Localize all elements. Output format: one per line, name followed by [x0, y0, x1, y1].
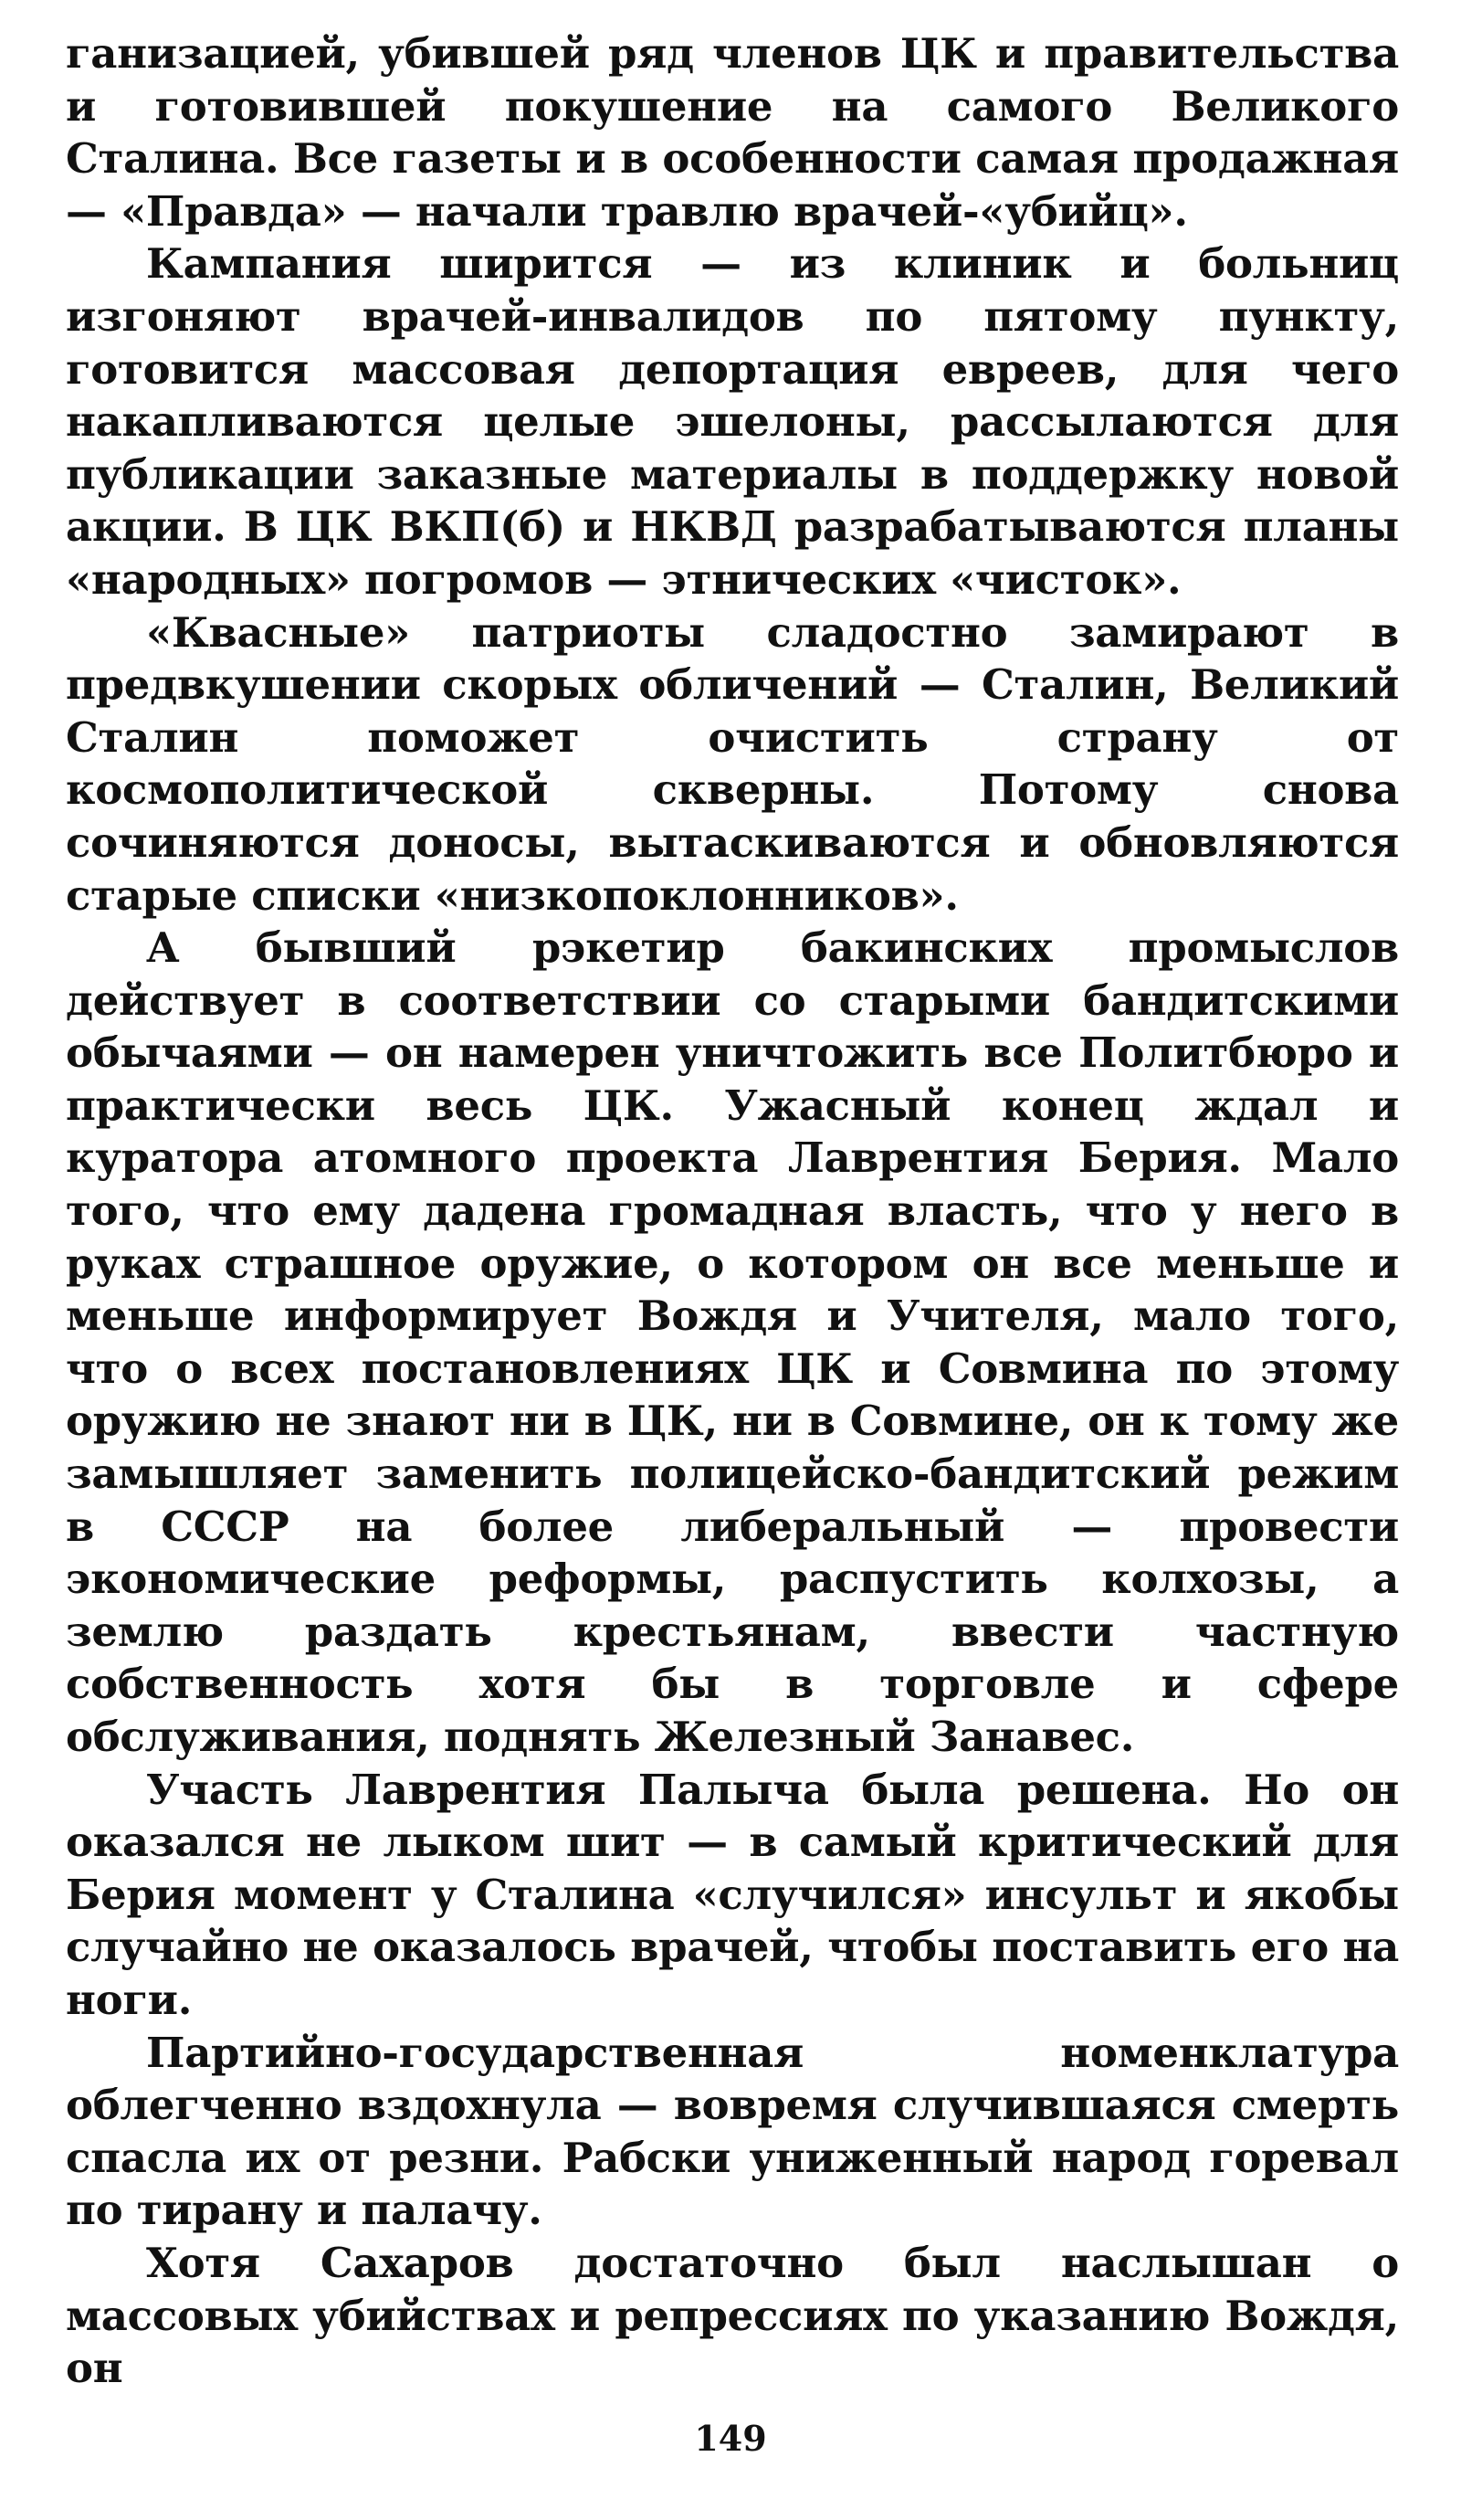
paragraph-sakharov: Хотя Сахаров достаточно был наслышан о массовых убийствах и репрессиях по указанию Вождя, он [66, 2238, 1399, 2393]
paragraph-racketeer: А бывший рэкетир бакинских промыслов действует в соответствии со старыми бандитскими обычаями — он намерен уничтожить все Политбюро и практически весь ЦК. Ужасный конец ждал и куратора атомного проекта Лаврентия Берия. Мало того, что ему дадена громадная власть, что у него в руках страшное оружие, о котором он все меньше и меньше информирует Вождя и Учителя, мало того, что о всех постановлениях ЦК и Совмина по этому оружию не знают ни в ЦК, ни в Совмине, он к тому же замышляет заменить полицейско-бандитский режим в СССР на более либеральный — провести экономические реформы, распустить колхозы, а землю раздать крестьянам, ввести частную собственность хотя бы в торговле и сфере обслуживания, поднять Железный Занавес. [66, 923, 1399, 1761]
page-number: 149 [694, 2418, 767, 2459]
paragraph-nomenklatura: Партийно-государственная номенклатура облегченно вздохнула — вовремя случившаяся смерть спасла их от резни. Рабски униженный народ горевал по тирану и палачу. [66, 2028, 1399, 2235]
paragraph-fate: Участь Лаврентия Палыча была решена. Но он оказался не лыком шит — в самый критический для Берия момент у Сталина «случился» инсульт и якобы случайно не оказалось врачей, чтобы поставить его на ноги. [66, 1765, 1399, 2024]
paragraph-continued: ганизацией, убившей ряд членов ЦК и правительства и готовившей покушение на самого Великого Сталина. Все газеты и в особенности самая продажная — «Правда» — начали травлю врачей-«убийц». [66, 29, 1399, 236]
paragraph-campaign: Кампания ширится — из клиник и больниц изгоняют врачей-инвалидов по пятому пункту, готовится массовая депортация евреев, для чего накапливаются целые эшелоны, рассылаются для публикации заказные материалы в поддержку новой акции. В ЦК ВКП(б) и НКВД разрабатываются планы «народных» погромов — этнических «чисток». [66, 239, 1399, 604]
paragraph-patriots: «Квасные» патриоты сладостно замирают в предвкушении скорых обличений — Сталин, Великий Сталин поможет очистить страну от космополитической скверны. Потому снова сочиняются доносы, вытаскиваются и обновляются старые списки «низкопоклонников». [66, 607, 1399, 920]
body-text [66, 27, 1399, 2395]
